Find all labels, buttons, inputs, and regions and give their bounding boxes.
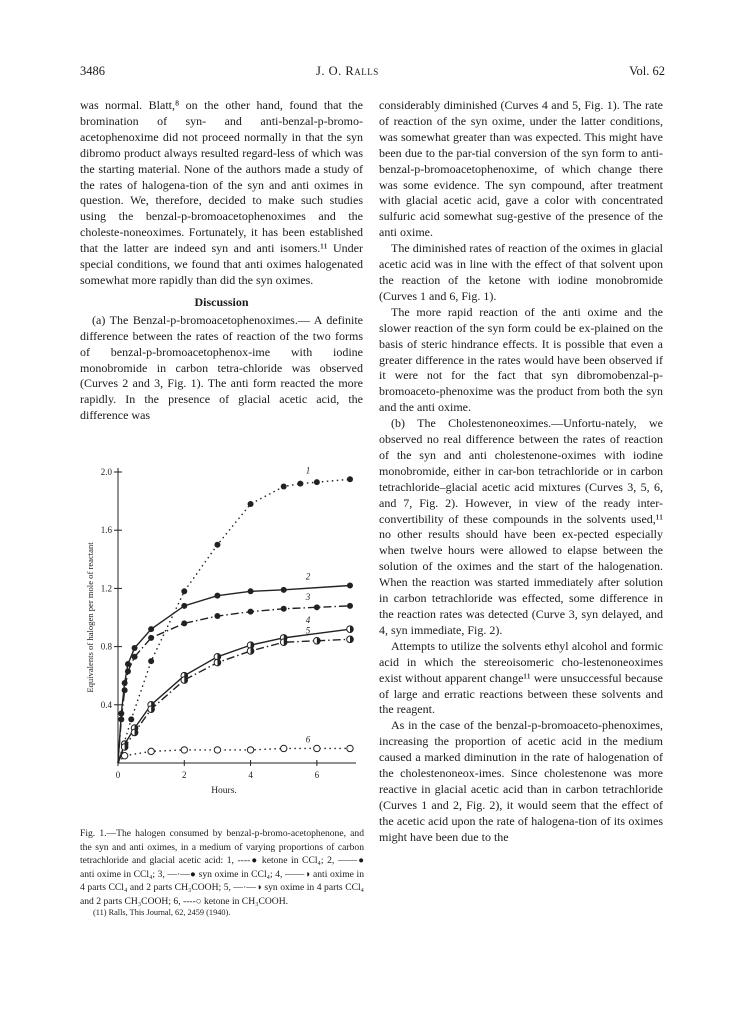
y-tick-label: 0.8	[100, 641, 112, 652]
series-3-point	[181, 620, 187, 626]
right-paragraph-4: (b) The Cholestenoneoximes.—Unfortu-nately, we observed no real difference between the rates of reaction of the syn and anti cholestenone-oximes with iodine monobromide, either in car-bon tetrachloride or in carbon tetrachloride–glacial acetic acid mixtures (Curves 3, 5, 6, and 7, Fig. 2). However, in view of the ready inter-convertibility of these compounds in the solvents used,¹¹ no other results should have been ex-pected especially when twelve hours were allowed to elapse between the solution of the oximes and the start of the halogenation. When the reaction was started immediately after solution in carbon tetrachloride was effected, some difference in the reaction rates was detected (Curve 3, syn delayed, and 4, syn immediate, Fig. 2).	[379, 416, 663, 637]
series-3-point	[148, 635, 154, 641]
series-1-point	[347, 476, 353, 482]
series-6-point	[314, 745, 320, 751]
series-1-point	[248, 501, 254, 507]
series-3-point	[125, 668, 131, 674]
series-3-label: 3	[305, 591, 311, 602]
series-1-point	[181, 588, 187, 594]
right-column	[379, 98, 663, 846]
page-number: 3486	[80, 64, 105, 78]
figure-caption: Fig. 1.—The halogen consumed by benzal-p-bromo-acetophenone, and the syn and anti oximes, in a medium of varying proportions of carbon tetrachloride and glacial acetic acid: 1, ----● ketone in CCl₄; 2, ——● anti oxime in CCl₄; 3, —·—● syn oxime in CCl₄; 4, ——◑ anti oxime in 4 parts CCl₄ and 2 parts CH₃COOH; 5, —·—◑ syn oxime in 4 parts CCl₄ and 2 parts CH₃COOH; 6, ----○ ketone in CH₃COOH.	[80, 828, 364, 907]
series-1-point	[214, 542, 220, 548]
x-tick-label: 4	[248, 770, 253, 780]
y-tick-label: 2.0	[100, 467, 112, 477]
section-heading: Discussion	[194, 294, 249, 309]
left-paragraph-1: was normal. Blatt,⁸ on the other hand, found that the bromination of syn- and anti-benzal-p-bromo-acetophenoxime did not proceed normally in that the syn dibromo product always resulted regard-less of which was the starting material. None of the authors made a study of the rates of halogena-tion of the syn and anti oximes in question. We, therefore, decided to make such studies using the benzal-p-bromoacetophenoximes and the choleste-noneoximes. Fortunately, it has been established that the latter are indeed syn and anti isomers.¹¹ Under special conditions, we found that anti oximes halogenated somewhat more rapidly than did the syn oximes.	[80, 98, 363, 287]
x-tick-label: 6	[314, 770, 320, 780]
series-2-point	[148, 626, 154, 632]
left-paragraph-2: (a) The Benzal-p-bromoacetophenoximes.— A definite difference between the rates of reaction of the two forms of benzal-p-bromoacetophenox-ime with iodine monobromide in carbon tetra-chloride was observed (Curves 2 and 3, Fig. 1). The anti form reacted the more rapidly. In the presence of glacial acetic acid, the difference was	[80, 312, 363, 423]
x-tick-label: 2	[182, 770, 187, 780]
footnote: (11) Ralls, This Journal, 62, 2459 (1940).	[93, 908, 231, 917]
series-3-point	[314, 604, 320, 610]
series-3-point	[248, 609, 254, 615]
series-3-point	[122, 687, 128, 693]
series-1-point	[128, 716, 134, 722]
y-tick-label: 0.4	[100, 699, 112, 710]
y-tick-label: 1.2	[100, 583, 112, 594]
series-5-label: 5	[305, 625, 311, 636]
running-head-author: J. O. Ralls	[316, 64, 379, 78]
series-1-label: 1	[305, 465, 311, 476]
series-6-point	[247, 747, 253, 753]
x-tick-label: 0	[115, 770, 121, 780]
right-paragraph-6: As in the case of the benzal-p-bromoaceto-phenoximes, increasing the proportion of acetic acid in the medium caused a marked diminution in the rate of halogenation of the cholestenoneox-imes. Since cholestenone was more reactive in glacial acetic acid than in carbon tetrachloride (Curves 1 and 2, Fig. 2), it would seem that the effect of the acetic acid upon the rate of halogena-tion of its oximes might have been due to the	[379, 718, 663, 844]
y-tick-label: 1.6	[100, 525, 112, 536]
series-3-point	[347, 603, 353, 609]
series-2-label: 2	[305, 571, 311, 582]
series-2-point	[132, 645, 138, 651]
series-3-point	[281, 606, 287, 612]
right-paragraph-5: Attempts to utilize the solvents ethyl alcohol and formic acid in which the stereoisomeric cho-lestenoneoximes exist without apparent change¹¹ were unsuccessful because of large and erratic reactions between these solvents and the reagent.	[379, 638, 663, 717]
figure-1	[80, 458, 364, 798]
series-1-line	[118, 479, 350, 763]
series-3-point	[118, 716, 124, 722]
series-1-point	[297, 481, 303, 487]
series-4-line	[118, 629, 350, 763]
left-column	[80, 98, 363, 424]
series-6-point	[181, 747, 187, 753]
volume-label: Vol. 62	[629, 64, 665, 78]
series-6-point	[148, 748, 154, 754]
series-2-point	[181, 603, 187, 609]
series-3-point	[214, 613, 220, 619]
right-paragraph-1: considerably diminished (Curves 4 and 5, Fig. 1). The rate of reaction of the syn oxime, under the latter conditions, was somewhat greater than was expected. This might have been due to the par-tial conversion of the syn form to anti-benzal-p-bromoacetophenoxime, of which change there was some evidence. The syn compound, after treatment with glacial acetic acid, gave a color with concentrated sulfuric acid somewhat sug-gestive of the presence of the anti oxime.	[379, 98, 663, 240]
series-2-point	[248, 588, 254, 594]
series-1-point	[148, 658, 154, 664]
series-2-point	[214, 593, 220, 599]
series-3-point	[132, 654, 138, 660]
y-axis-label: Equivalents of halogen per mole of reactant	[85, 542, 95, 693]
series-2-point	[347, 582, 353, 588]
series-1-point	[314, 479, 320, 485]
series-6-point	[214, 747, 220, 753]
right-paragraph-2: The diminished rates of reaction of the oximes in glacial acetic acid was in line with the effect of that solvent upon the reaction of the ketone with iodine monobromide (Curves 1 and 6, Fig. 1).	[379, 241, 663, 303]
series-6-label: 6	[305, 734, 311, 745]
series-1-point	[281, 484, 287, 490]
x-axis-label: Hours.	[211, 786, 237, 796]
series-2-line	[118, 585, 350, 763]
series-6-point	[121, 753, 127, 759]
series-2-point	[281, 587, 287, 593]
series-4-label: 4	[305, 615, 311, 626]
series-6-point	[347, 745, 353, 751]
series-6-point	[281, 745, 287, 751]
right-paragraph-3: The more rapid reaction of the anti oxime and the slower reaction of the syn form could be ex-plained on the basis of steric hindrance effects. It is possible that even a greater difference in the rates would have been observed if it were not for the fact that syn dibromobenzal-p-bromoaceto-phenoxime was the product from both the syn and the anti oxime.	[379, 304, 663, 415]
